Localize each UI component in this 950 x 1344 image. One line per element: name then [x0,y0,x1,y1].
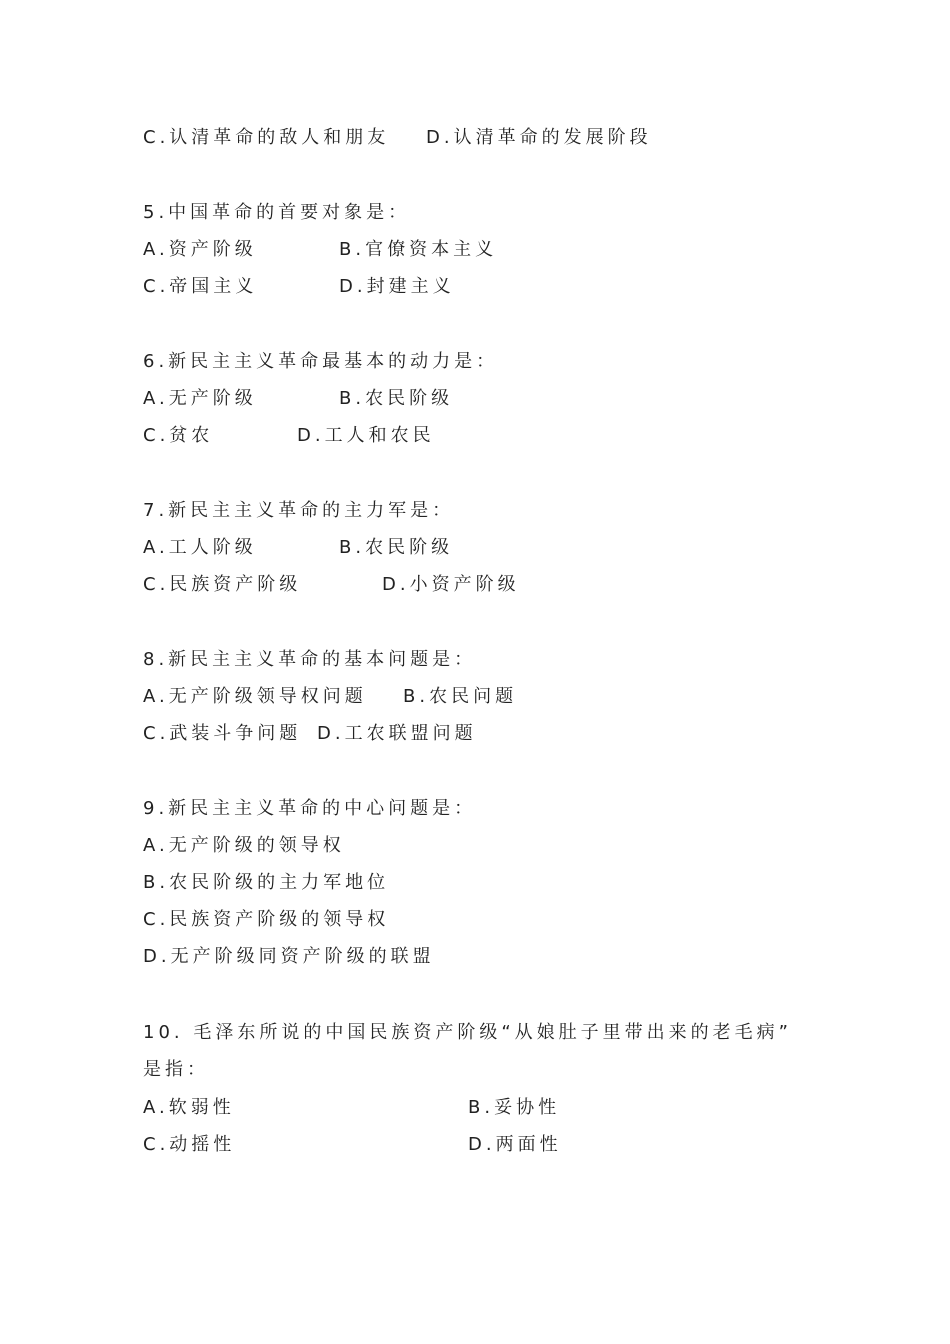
q5-option-d: D.封建主义 [339,276,455,297]
q9-option-d: D.无产阶级同资产阶级的联盟 [143,946,435,967]
q9-option-b: B.农民阶级的主力军地位 [143,872,390,893]
q10-stem-line2: 是指： [143,1059,209,1080]
q5-options-cd [143,275,455,299]
q10-options-ab [143,1096,561,1120]
q10-option-b: B.妥协性 [468,1097,561,1118]
q8-options-cd [143,722,477,746]
q8-options-ab [143,685,518,709]
q4-option-c: C.认清革命的敌人和朋友 [143,127,390,148]
q8-option-a: A.无产阶级领导权问题 [143,686,367,707]
q4-options-cd [143,126,652,150]
q10-option-c: C.动摇性 [143,1134,236,1155]
q6-option-d: D.工人和农民 [297,425,435,446]
q8-option-b: B.农民问题 [403,686,518,707]
q6-option-a: A.无产阶级 [143,388,257,409]
q6-options-cd [143,424,435,448]
q6-option-b: B.农民阶级 [339,388,454,409]
q6-option-c: C.贫农 [143,425,214,446]
q9-stem: 9.新民主主义革命的中心问题是： [143,798,477,819]
q8-stem: 8.新民主主义革命的基本问题是： [143,649,477,670]
q9-option-a: A.无产阶级的领导权 [143,835,345,856]
q10-option-d: D.两面性 [468,1134,562,1155]
q8-option-c: C.武装斗争问题 [143,723,302,744]
q7-option-b: B.农民阶级 [339,537,454,558]
q7-option-d: D.小资产阶级 [382,574,520,595]
q4-option-d: D.认清革命的发展阶段 [426,127,652,148]
q5-option-a: A.资产阶级 [143,239,257,260]
q7-option-c: C.民族资产阶级 [143,574,302,595]
q10-options-cd [143,1133,562,1157]
q6-stem: 6.新民主主义革命最基本的动力是： [143,351,499,372]
q7-options-ab [143,536,454,560]
q6-options-ab [143,387,454,411]
q5-options-ab [143,238,498,262]
q9-option-c: C.民族资产阶级的领导权 [143,909,390,930]
q8-option-d: D.工农联盟问题 [317,723,477,744]
q10-stem-line1: 10. 毛泽东所说的中国民族资产阶级“从娘肚子里带出来的老毛病” [143,1022,792,1043]
q5-option-c: C.帝国主义 [143,276,258,297]
q5-option-b: B.官僚资本主义 [339,239,498,260]
q7-stem: 7.新民主主义革命的主力军是： [143,500,455,521]
q5-stem: 5.中国革命的首要对象是： [143,202,411,223]
q7-options-cd [143,573,520,597]
q7-option-a: A.工人阶级 [143,537,257,558]
q10-option-a: A.软弱性 [143,1097,235,1118]
